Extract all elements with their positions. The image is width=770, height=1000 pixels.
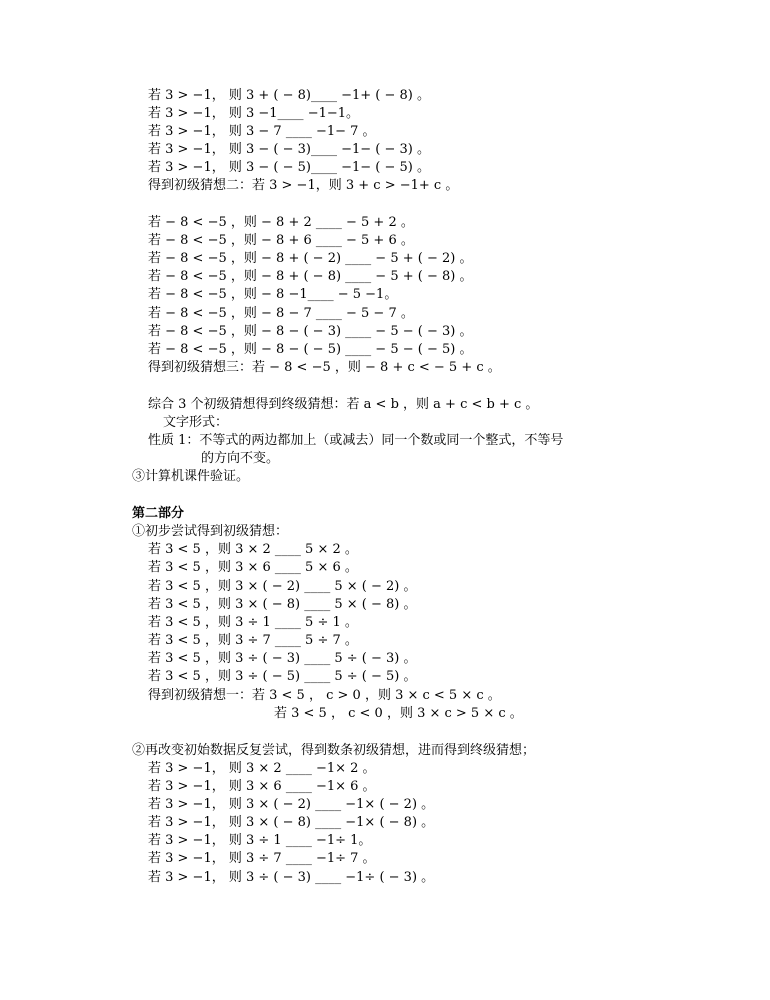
section-heading: 第二部分: [132, 506, 185, 521]
text-line: 若 3 > −1， 则 3 −1____ −1−1。: [148, 106, 360, 121]
text-line: 若 3 < 5 ，则 3 ÷ 1 ____ 5 ÷ 1 。: [148, 615, 358, 630]
text-line: 若 − 8 < −5 ，则 − 8 + ( − 8) ____ − 5 + ( − 8) 。: [148, 269, 473, 284]
text-line: 若 3 > −1， 则 3 ÷ ( − 3) ____ −1÷ ( − 3) 。: [148, 870, 435, 885]
text-line: 若 3 < 5 ，则 3 ÷ 7 ____ 5 ÷ 7 。: [148, 633, 358, 648]
text-line: 若 3 > −1， 则 3 × 2 ____ −1× 2 。: [148, 761, 376, 776]
conjecture-line: 得到初级猜想一：若 3 < 5 ， c > 0 ，则 3 × c < 5 × c 。: [148, 688, 501, 703]
text-line: 若 3 > −1， 则 3 ÷ 7 ____ −1÷ 7 。: [148, 851, 376, 866]
text-line: 若 3 > −1， 则 3 − ( − 5)____ −1− ( − 5) 。: [148, 160, 431, 175]
text-line: 若 3 < 5 ，则 3 × 6 ____ 5 × 6 。: [148, 560, 358, 575]
conjecture-line: 得到初级猜想三：若 − 8 < −5 ，则 − 8 + c < − 5 + c 。: [148, 360, 501, 375]
text-line: 若 3 > −1， 则 3 × 6 ____ −1× 6 。: [148, 779, 376, 794]
text-line: 若 3 > −1， 则 3 − ( − 3)____ −1− ( − 3) 。: [148, 142, 431, 157]
text-line: 若 3 > −1， 则 3 − 7 ____ −1− 7 。: [148, 124, 376, 139]
text-line: 若 3 > −1， 则 3 + ( − 8)____ −1+ ( − 8) 。: [148, 88, 431, 103]
conjecture-line: 若 3 < 5 ， c < 0 ，则 3 × c > 5 × c 。: [274, 706, 523, 721]
text-line: 若 − 8 < −5 ，则 − 8 − ( − 3) ____ − 5 − ( − 3) 。: [148, 324, 473, 339]
final-conjecture-line: 综合 3 个初级猜想得到终级猜想：若 a < b ，则 a + c < b + c 。: [148, 397, 539, 412]
step-heading: ③计算机课件验证。: [132, 469, 250, 484]
text-line: 若 − 8 < −5 ，则 − 8 + 6 ____ − 5 + 6 。: [148, 233, 414, 248]
text-line: 若 3 > −1， 则 3 × ( − 2) ____ −1× ( − 2) 。: [148, 797, 435, 812]
text-line: 文字形式：: [163, 415, 229, 430]
step-heading: ①初步尝试得到初级猜想：: [132, 524, 289, 539]
text-line: 若 3 < 5 ，则 3 × ( − 2) ____ 5 × ( − 2) 。: [148, 579, 417, 594]
text-line: 若 3 < 5 ，则 3 ÷ ( − 5) ____ 5 ÷ ( − 5) 。: [148, 669, 417, 684]
text-line: 若 3 < 5 ，则 3 ÷ ( − 3) ____ 5 ÷ ( − 3) 。: [148, 651, 417, 666]
text-line: 若 3 > −1， 则 3 ÷ 1 ____ −1÷ 1。: [148, 833, 372, 848]
text-line: 若 − 8 < −5 ，则 − 8 + ( − 2) ____ − 5 + ( − 2) 。: [148, 251, 473, 266]
text-line: 若 − 8 < −5 ，则 − 8 −1____ − 5 −1。: [148, 287, 398, 302]
text-line: 若 − 8 < −5 ，则 − 8 − 7 ____ − 5 − 7 。: [148, 306, 414, 321]
conjecture-line: 得到初级猜想二：若 3 > −1，则 3 + c > −1+ c 。: [148, 178, 459, 193]
text-line: 若 3 < 5 ，则 3 × 2 ____ 5 × 2 。: [148, 542, 358, 557]
property-line: 性质 1：不等式的两边都加上（或减去）同一个数或同一个整式，不等号: [148, 433, 564, 448]
text-line: 若 3 > −1， 则 3 × ( − 8) ____ −1× ( − 8) 。: [148, 815, 435, 830]
text-line: 若 − 8 < −5 ，则 − 8 − ( − 5) ____ − 5 − ( − 5) 。: [148, 342, 473, 357]
property-line: 的方向不变。: [201, 451, 280, 466]
step-heading: ②再改变初始数据反复尝试，得到数条初级猜想，进而得到终级猜想；: [132, 743, 536, 758]
text-line: 若 − 8 < −5 ，则 − 8 + 2 ____ − 5 + 2 。: [148, 215, 414, 230]
text-line: 若 3 < 5 ，则 3 × ( − 8) ____ 5 × ( − 8) 。: [148, 597, 417, 612]
